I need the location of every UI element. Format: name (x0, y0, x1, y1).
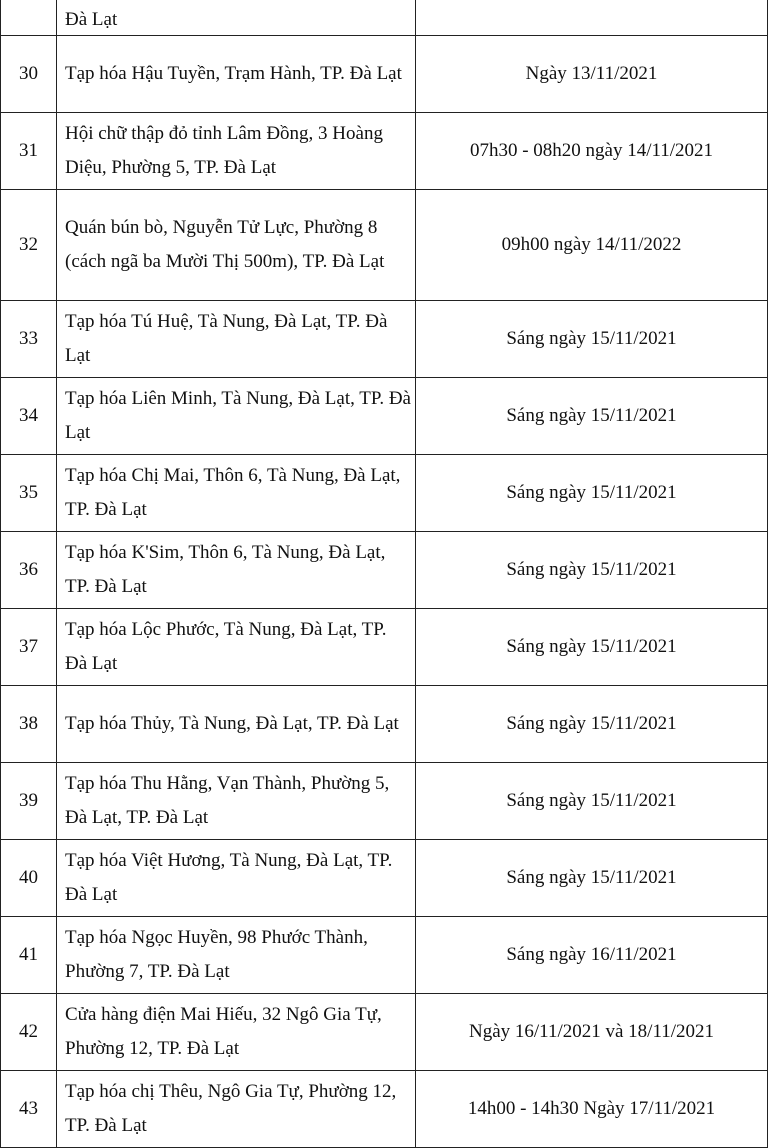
row-number: 30 (1, 36, 57, 113)
row-number: 43 (1, 1071, 57, 1148)
table-row (1, 455, 768, 532)
row-address: Tạp hóa K'Sim, Thôn 6, Tà Nung, Đà Lạt, TP. Đà Lạt (57, 532, 416, 609)
row-time: Sáng ngày 15/11/2021 (416, 763, 768, 840)
row-time: Sáng ngày 15/11/2021 (416, 609, 768, 686)
row-number: 34 (1, 378, 57, 455)
row-number: 32 (1, 190, 57, 301)
row-number: 36 (1, 532, 57, 609)
row-number: 39 (1, 763, 57, 840)
table-row (1, 840, 768, 917)
row-number: 40 (1, 840, 57, 917)
row-address: Quán bún bò, Nguyễn Tử Lực, Phường 8 (cách ngã ba Mười Thị 500m), TP. Đà Lạt (57, 190, 416, 301)
row-address: Tạp hóa Thu Hằng, Vạn Thành, Phường 5, Đà Lạt, TP. Đà Lạt (57, 763, 416, 840)
table-row (1, 917, 768, 994)
row-address: Tạp hóa Liên Minh, Tà Nung, Đà Lạt, TP. Đà Lạt (57, 378, 416, 455)
table-row (1, 378, 768, 455)
row-address: Tạp hóa Hậu Tuyền, Trạm Hành, TP. Đà Lạt (57, 36, 416, 113)
row-time: Ngày 13/11/2021 (416, 36, 768, 113)
row-time: Sáng ngày 15/11/2021 (416, 840, 768, 917)
row-address: Tạp hóa Tú Huệ, Tà Nung, Đà Lạt, TP. Đà Lạt (57, 301, 416, 378)
row-address: Tạp hóa Việt Hương, Tà Nung, Đà Lạt, TP. Đà Lạt (57, 840, 416, 917)
row-address: Tạp hóa Thủy, Tà Nung, Đà Lạt, TP. Đà Lạt (57, 686, 416, 763)
table-row (1, 532, 768, 609)
row-number: 41 (1, 917, 57, 994)
table-row (1, 686, 768, 763)
table-row (1, 36, 768, 113)
row-address: Tạp hóa Lộc Phước, Tà Nung, Đà Lạt, TP. Đà Lạt (57, 609, 416, 686)
table-row (1, 113, 768, 190)
row-number: 38 (1, 686, 57, 763)
table-row (1, 1071, 768, 1148)
row-address: Cửa hàng điện Mai Hiếu, 32 Ngô Gia Tự, Phường 12, TP. Đà Lạt (57, 994, 416, 1071)
row-address: Đà Lạt (57, 0, 416, 36)
row-time: Sáng ngày 16/11/2021 (416, 917, 768, 994)
row-address: Tạp hóa chị Thêu, Ngô Gia Tự, Phường 12, TP. Đà Lạt (57, 1071, 416, 1148)
table-row (1, 190, 768, 301)
table-row (1, 301, 768, 378)
row-address: Tạp hóa Chị Mai, Thôn 6, Tà Nung, Đà Lạt, TP. Đà Lạt (57, 455, 416, 532)
row-number (1, 0, 57, 36)
row-time: 07h30 - 08h20 ngày 14/11/2021 (416, 113, 768, 190)
row-time (416, 0, 768, 36)
row-time: Sáng ngày 15/11/2021 (416, 301, 768, 378)
row-address: Hội chữ thập đỏ tỉnh Lâm Đồng, 3 Hoàng Diệu, Phường 5, TP. Đà Lạt (57, 113, 416, 190)
table-row (1, 609, 768, 686)
row-number: 42 (1, 994, 57, 1071)
row-time: Sáng ngày 15/11/2021 (416, 378, 768, 455)
table-row (1, 994, 768, 1071)
row-number: 33 (1, 301, 57, 378)
table-row (1, 763, 768, 840)
row-number: 35 (1, 455, 57, 532)
row-time: Sáng ngày 15/11/2021 (416, 455, 768, 532)
table-row (1, 0, 768, 36)
row-address: Tạp hóa Ngọc Huyền, 98 Phước Thành, Phường 7, TP. Đà Lạt (57, 917, 416, 994)
row-time: Sáng ngày 15/11/2021 (416, 686, 768, 763)
row-time: 14h00 - 14h30 Ngày 17/11/2021 (416, 1071, 768, 1148)
row-number: 31 (1, 113, 57, 190)
row-number: 37 (1, 609, 57, 686)
row-time: Sáng ngày 15/11/2021 (416, 532, 768, 609)
locations-table-body (1, 0, 768, 1148)
row-time: Ngày 16/11/2021 và 18/11/2021 (416, 994, 768, 1071)
row-time: 09h00 ngày 14/11/2022 (416, 190, 768, 301)
